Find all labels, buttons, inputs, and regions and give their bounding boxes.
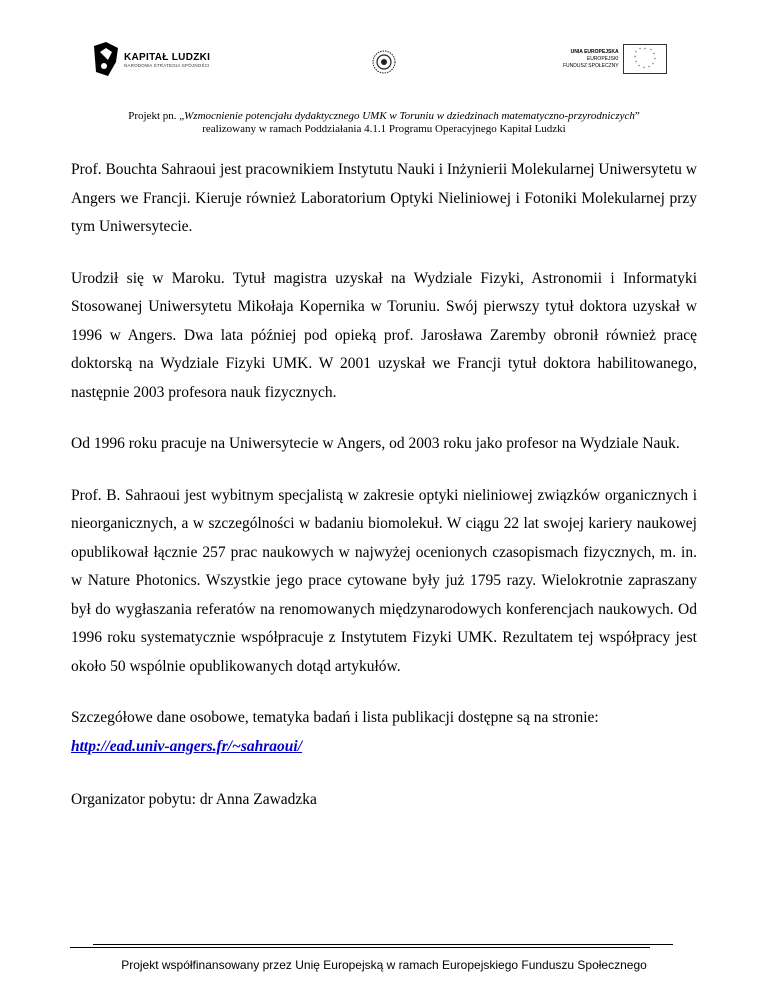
paragraph-affiliation: Prof. Bouchta Sahraoui jest pracownikiem Instytutu Nauki i Inżynierii Molekularnej Uniwersytetu w Angers we Francji. Kieruje również Laboratorium Optyki Nieliniowej i Fotoniki Molekularnej przy tym Uniwersytecie. bbox=[71, 161, 697, 235]
paragraph-employment: Od 1996 roku pracuje na Uniwersytecie w Angers, od 2003 roku jako profesor na Wydziale Nauk. bbox=[71, 435, 680, 452]
svg-text:*: * bbox=[634, 50, 637, 55]
eu-flag-icon bbox=[623, 44, 667, 74]
header-logos bbox=[0, 40, 768, 90]
eu-logo-line2: EUROPEJSKI bbox=[586, 55, 619, 62]
kapital-ludzki-logo bbox=[92, 42, 210, 78]
project-header-line2: realizowany w ramach Poddziałania 4.1.1 Programu Operacyjnego Kapitał Ludzki bbox=[202, 123, 566, 135]
project-header-line1 bbox=[0, 110, 768, 123]
paragraph-research: Prof. B. Sahraoui jest wybitnym specjalistą w zakresie optyki nieliniowej związków organicznych i nieorganicznych, a w szczególności w badaniu biomolekuł. W ciągu 22 lat swojej kariery naukowej opublikował łącznie 257 prac naukowych w najwyżej ocenionych czasopismach fizycznych, m. in. w Nature Photonics. Wszystkie jego prace cytowane były już 1795 razy. Wielokrotnie zapraszany był do wygłaszania referatów na renomowanych międzynarodowych konferencjach naukowych. Od 1996 roku systematycznie współpracuje z Instytutem Fizyki UMK. Rezultatem tej współpracy jest około 50 wspólnie opublikowanych dotąd artykułów. bbox=[71, 486, 697, 675]
svg-text:*: * bbox=[652, 52, 655, 57]
paragraph-details bbox=[71, 704, 697, 761]
project-header bbox=[0, 110, 768, 136]
svg-text:*: * bbox=[634, 60, 637, 65]
svg-text:*: * bbox=[637, 64, 640, 69]
umk-emblem-icon bbox=[372, 50, 396, 74]
svg-text:*: * bbox=[638, 47, 641, 52]
footer-divider-top bbox=[93, 944, 673, 945]
eu-logo-line3: FUNDUSZ SPOŁECZNY bbox=[563, 62, 619, 69]
svg-text:*: * bbox=[643, 47, 646, 52]
eu-logo-line1: UNIA EUROPEJSKA bbox=[570, 48, 619, 55]
svg-text:*: * bbox=[649, 48, 652, 53]
svg-text:*: * bbox=[653, 57, 656, 62]
svg-text:*: * bbox=[642, 66, 645, 71]
eu-logo bbox=[563, 44, 667, 74]
svg-text:*: * bbox=[651, 62, 654, 67]
kapital-ludzki-mark-icon bbox=[92, 42, 120, 78]
homepage-link[interactable]: http://ead.univ-angers.fr/~sahraoui/ bbox=[71, 737, 303, 755]
svg-text:*: * bbox=[647, 65, 650, 70]
project-header-prefix: Projekt pn. „ bbox=[128, 110, 185, 122]
document-body bbox=[71, 156, 697, 761]
paragraph-biography: Urodził się w Maroku. Tytuł magistra uzyskał na Wydziale Fizyki, Astronomii i Informatyki Stosowanej Uniwersytetu Mikołaja Kopernika w Toruniu. Swój pierwszy tytuł doktora uzyskał w 1996 w Angers. Dwa lata później pod opieką prof. Jarosława Zaremby obronił również pracę doktorską na Wydziale Fizyki UMK. W 2001 uzyskał we Francji tytuł doktora habilitowanego, następnie 2003 profesora nauk fizycznych. bbox=[71, 269, 697, 401]
footer-divider-bottom bbox=[70, 947, 650, 948]
details-text: Szczegółowe dane osobowe, tematyka badań i lista publikacji dostępne są na stronie: bbox=[71, 709, 599, 726]
kapital-ludzki-subtitle: NARODOWA STRATEGIA SPÓJNOŚCI bbox=[124, 63, 210, 68]
project-header-suffix: ” bbox=[634, 110, 640, 122]
project-title: Wzmocnienie potencjału dydaktycznego UMK w Toruniu w dziedzinach matematyczno-przyrodniczych bbox=[184, 110, 635, 122]
kapital-ludzki-title: KAPITAŁ LUDZKI bbox=[124, 52, 211, 63]
footer-text: Projekt współfinansowany przez Unię Europejską w ramach Europejskiego Funduszu Społecznego bbox=[121, 958, 647, 972]
svg-text:*: * bbox=[633, 55, 636, 60]
organizer-line: Organizator pobytu: dr Anna Zawadzka bbox=[71, 791, 317, 808]
